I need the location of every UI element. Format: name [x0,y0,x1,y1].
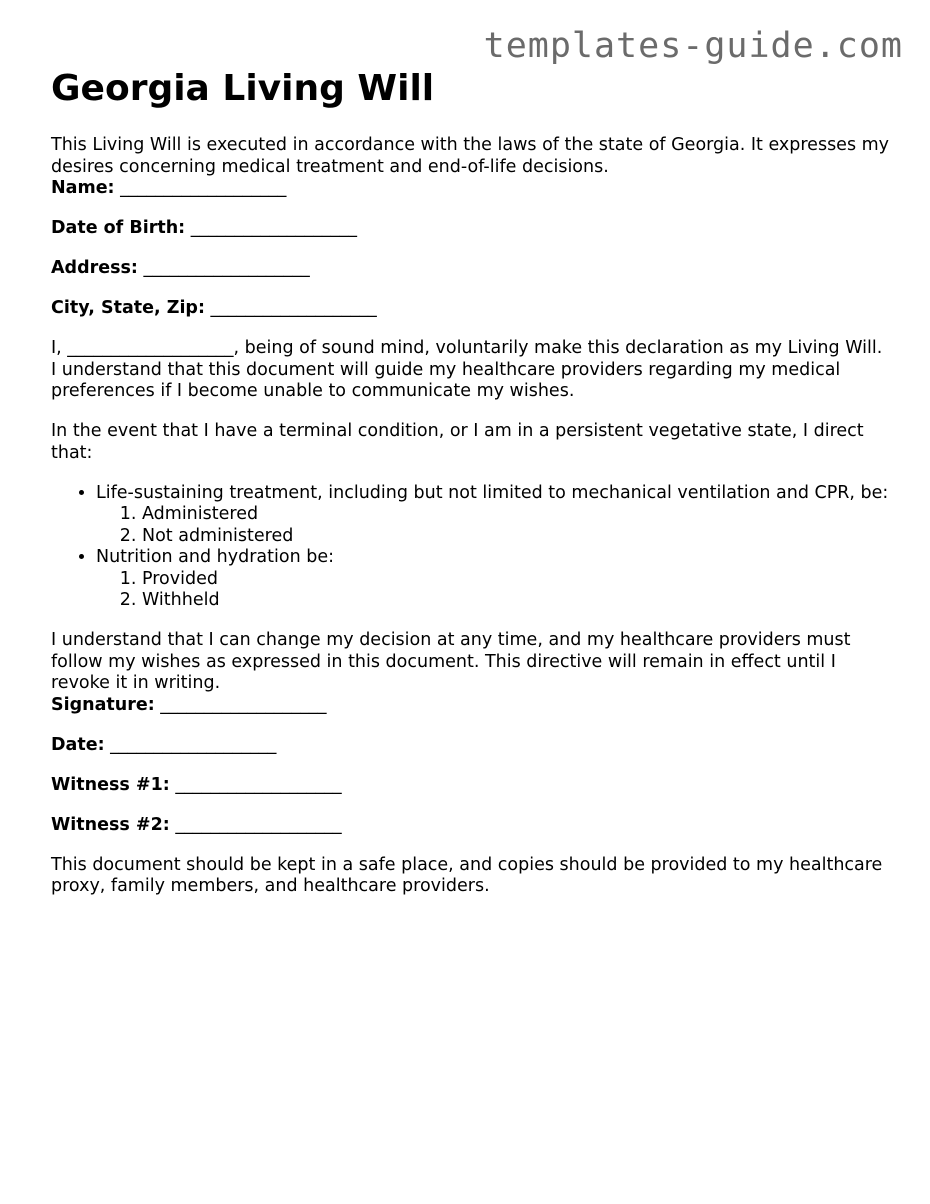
personal-fields [51,178,891,320]
intro-paragraph: This Living Will is executed in accordance with the laws of the state of Georgia. It expresses my desires concerning medical treatment and end-of-life decisions. [51,135,890,177]
field-label: Witness #2: [51,814,170,835]
list-item [96,547,891,612]
options-list [96,569,891,612]
field-label: Name: [51,178,115,198]
option-item[interactable]: 2. Withheld [142,590,891,612]
field-label: Signature: [51,694,155,715]
date-of-birth-field[interactable] [51,218,891,240]
field-blank[interactable]: ___________________ [175,814,342,835]
options-list [96,504,891,547]
revocation-paragraph: I understand that I can change my decision at any time, and my healthcare providers must follow my wishes as expressed in this document. This directive will remain in effect until I revoke it in writing. [51,630,851,693]
field-label: Address: [51,258,138,278]
name-field[interactable] [51,178,891,200]
option-item[interactable]: 1. Provided [142,569,891,591]
option-item[interactable]: 1. Administered [142,504,891,526]
field-blank[interactable]: ___________________ [143,258,310,278]
field-blank[interactable]: ___________________ [175,774,342,795]
signature-field[interactable] [51,695,891,717]
document-body [51,68,891,898]
signature-fields [51,695,891,837]
field-label: City, State, Zip: [51,298,205,318]
witness-2-field[interactable] [51,815,891,837]
page-title: Georgia Living Will [51,68,435,109]
witness-1-field[interactable] [51,775,891,797]
closing-paragraph: This document should be kept in a safe place, and copies should be provided to my healthcare proxy, family members, and healthcare providers. [51,854,883,896]
directive-text: Nutrition and hydration be: [96,547,335,567]
option-item[interactable]: 2. Not administered [142,526,891,548]
field-blank[interactable]: ___________________ [210,298,377,318]
field-blank[interactable]: ___________________ [190,218,358,238]
declaration-paragraph: I, ___________________, being of sound mind, voluntarily make this declaration as my Living Will. I understand that this document will guide my healthcare providers regarding my medical preferences if I become unable to communicate my wishes. [51,338,883,401]
field-blank[interactable]: ___________________ [110,734,277,755]
field-label: Witness #1: [51,774,170,795]
directive-text: Life-sustaining treatment, including but not limited to mechanical ventilation and CPR, be: [96,482,889,503]
field-label: Date of Birth: [51,218,186,238]
watermark: templates-guide.com [483,26,903,66]
list-item [96,483,891,548]
field-blank[interactable]: ___________________ [120,178,287,198]
date-field[interactable] [51,735,891,757]
field-blank[interactable]: ___________________ [160,694,327,715]
condition-paragraph: In the event that I have a terminal condition, or I am in a persistent vegetative state, I direct that: [51,421,864,463]
directives-list [51,483,891,612]
city-state-zip-field[interactable] [51,298,891,320]
field-label: Date: [51,734,105,755]
address-field[interactable] [51,258,891,280]
